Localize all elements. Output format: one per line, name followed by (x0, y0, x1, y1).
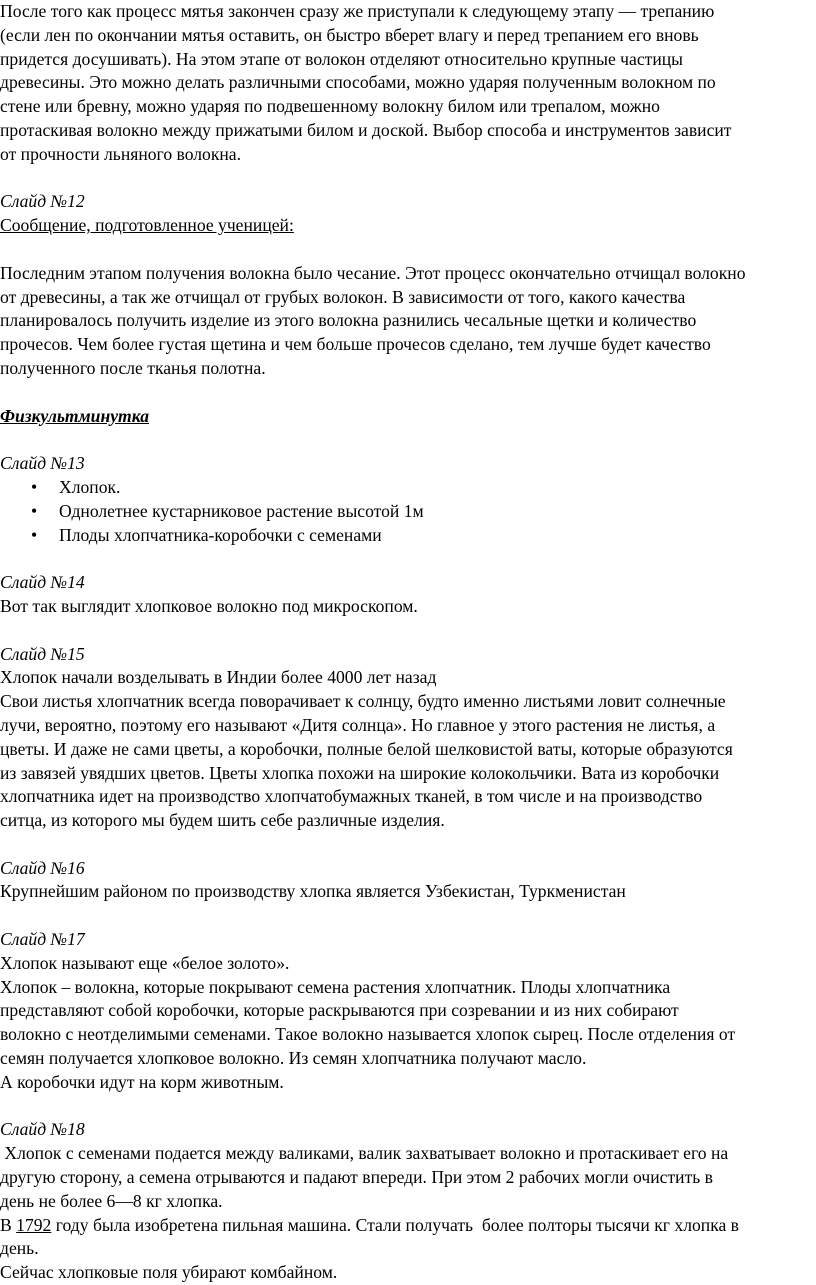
paragraph-cotton (0, 666, 816, 833)
paragraph-white-gold (0, 952, 816, 1095)
text-line: протаскивая волокно между прижатыми билом и доской. Выбор способа и инструментов зависит (0, 119, 732, 140)
text-line: Хлопок – волокна, которые покрывают семена растения хлопчатник. Плоды хлопчатника (0, 976, 671, 997)
text-prefix: В (0, 1214, 17, 1235)
list-item (0, 524, 816, 548)
list-item (0, 476, 816, 500)
year-1792-link[interactable]: 1792 (16, 1214, 52, 1235)
bullet-icon: • (31, 500, 38, 521)
text-line: планировалось получить изделие из этого волокна разнились чесальные щетки и количество (0, 310, 697, 331)
text-line: ситца, из которого мы будем шить себе различные изделия. (0, 810, 445, 831)
slide-12-subtitle: Сообщение, подготовленное ученицей: (0, 215, 294, 236)
text-line: придется досушивать). На этом этапе от волокон отделяют относительно крупные частицы (0, 48, 683, 69)
slide-13-title: Слайд №13 (0, 453, 85, 474)
list-item-text: Плоды хлопчатника-коробочки с семенами (59, 524, 382, 545)
text-line: После того как процесс мятья закончен сразу же приступали к следующему этапу — трепанию (0, 1, 715, 21)
paragraph-combing (0, 262, 816, 381)
text-line: Свои листья хлопчатник всегда поворачивает к солнцу, будто именно листьями ловит солнечные (0, 691, 726, 712)
text-line: стене или бревну, можно ударяя по подвешенному волокну билом или трепалом, можно (0, 96, 660, 117)
bullet-icon: • (31, 524, 38, 545)
text-line: волокно с неотделимыми семенами. Такое волокно называется хлопок сырец. После отделения от (0, 1024, 736, 1045)
text-line: хлопчатника идет на производство хлопчатобумажных тканей, в том числе и на производство (0, 786, 703, 807)
text-line: Хлопок начали возделывать в Индии более 4000 лет назад (0, 667, 437, 688)
text-line: от прочности льняного волокна. (0, 143, 242, 164)
text-line: Последним этапом получения волокна было чесание. Этот процесс окончательно отчищал волокно (0, 262, 746, 283)
bullet-icon: • (31, 476, 38, 497)
text-line: из завязей увядших цветов. Цветы хлопка похожи на широкие колокольчики. Вата из коробочки (0, 762, 720, 783)
slide-17-title: Слайд №17 (0, 929, 85, 950)
text-suffix: году была изобретена пильная машина. Стали получать более полторы тысячи кг хлопка в (51, 1214, 739, 1235)
slide-15-title: Слайд №15 (0, 643, 85, 664)
slide-18-title: Слайд №18 (0, 1119, 85, 1140)
text-line: другую сторону, а семена отрываются и падают впереди. При этом 2 рабочих могли очистить в (0, 1167, 713, 1188)
text-line: полученного после тканья полотна. (0, 357, 266, 378)
slide-12-title: Слайд №12 (0, 191, 85, 212)
text-line: день не более 6—8 кг хлопка. (0, 1190, 223, 1211)
text-line: Хлопок называют еще «белое золото». (0, 952, 290, 973)
text-line: от древесины, а так же отчищал от грубых волокон. В зависимости от того, какого качества (0, 286, 686, 307)
text-line: цветы. И даже не сами цветы, а коробочки, полные белой шелковистой ваты, которые образуются (0, 738, 733, 759)
list-item-text: Однолетнее кустарниковое растение высотой 1м (59, 500, 424, 521)
text-line: А коробочки идут на корм животным. (0, 1071, 284, 1092)
list-item (0, 500, 816, 524)
slide-13-list (0, 476, 816, 547)
paragraph-ginning (0, 1142, 816, 1285)
list-item-text: Хлопок. (59, 476, 121, 497)
text-line: день. (0, 1238, 39, 1259)
paragraph-flax-scutching (0, 0, 816, 167)
slide-14-title: Слайд №14 (0, 572, 85, 593)
text-line: лучи, вероятно, поэтому его называют «Дитя солнца». Но главное у этого растения не листья, а (0, 714, 716, 735)
text-line: семян получается хлопковое волокно. Из семян хлопчатника получают масло. (0, 1048, 587, 1069)
text-line: Сейчас хлопковые поля убирают комбайном. (0, 1262, 338, 1283)
text-line: (если лен по окончании мятья оставить, он быстро вберет влагу и перед трепанием его вновь (0, 24, 699, 45)
fizminutka-heading: Физкультминутка (0, 405, 149, 426)
text-line: представляют собой коробочки, которые раскрываются при созревании и из них собирают (0, 1000, 679, 1021)
text-line: Хлопок с семенами подается между валиками, валик захватывает волокно и протаскивает его на (0, 1143, 729, 1164)
text-line: древесины. Это можно делать различными способами, можно ударяя полученным волокном по (0, 72, 716, 93)
slide-16-text: Крупнейшим районом по производству хлопка является Узбекистан, Туркменистан (0, 881, 626, 902)
slide-14-text: Вот так выглядит хлопковое волокно под микроскопом. (0, 595, 418, 616)
slide-16-title: Слайд №16 (0, 857, 85, 878)
text-line: прочесов. Чем более густая щетина и чем больше прочесов сделано, тем лучше будет качество (0, 334, 711, 355)
text-line-1792 (0, 1214, 816, 1238)
